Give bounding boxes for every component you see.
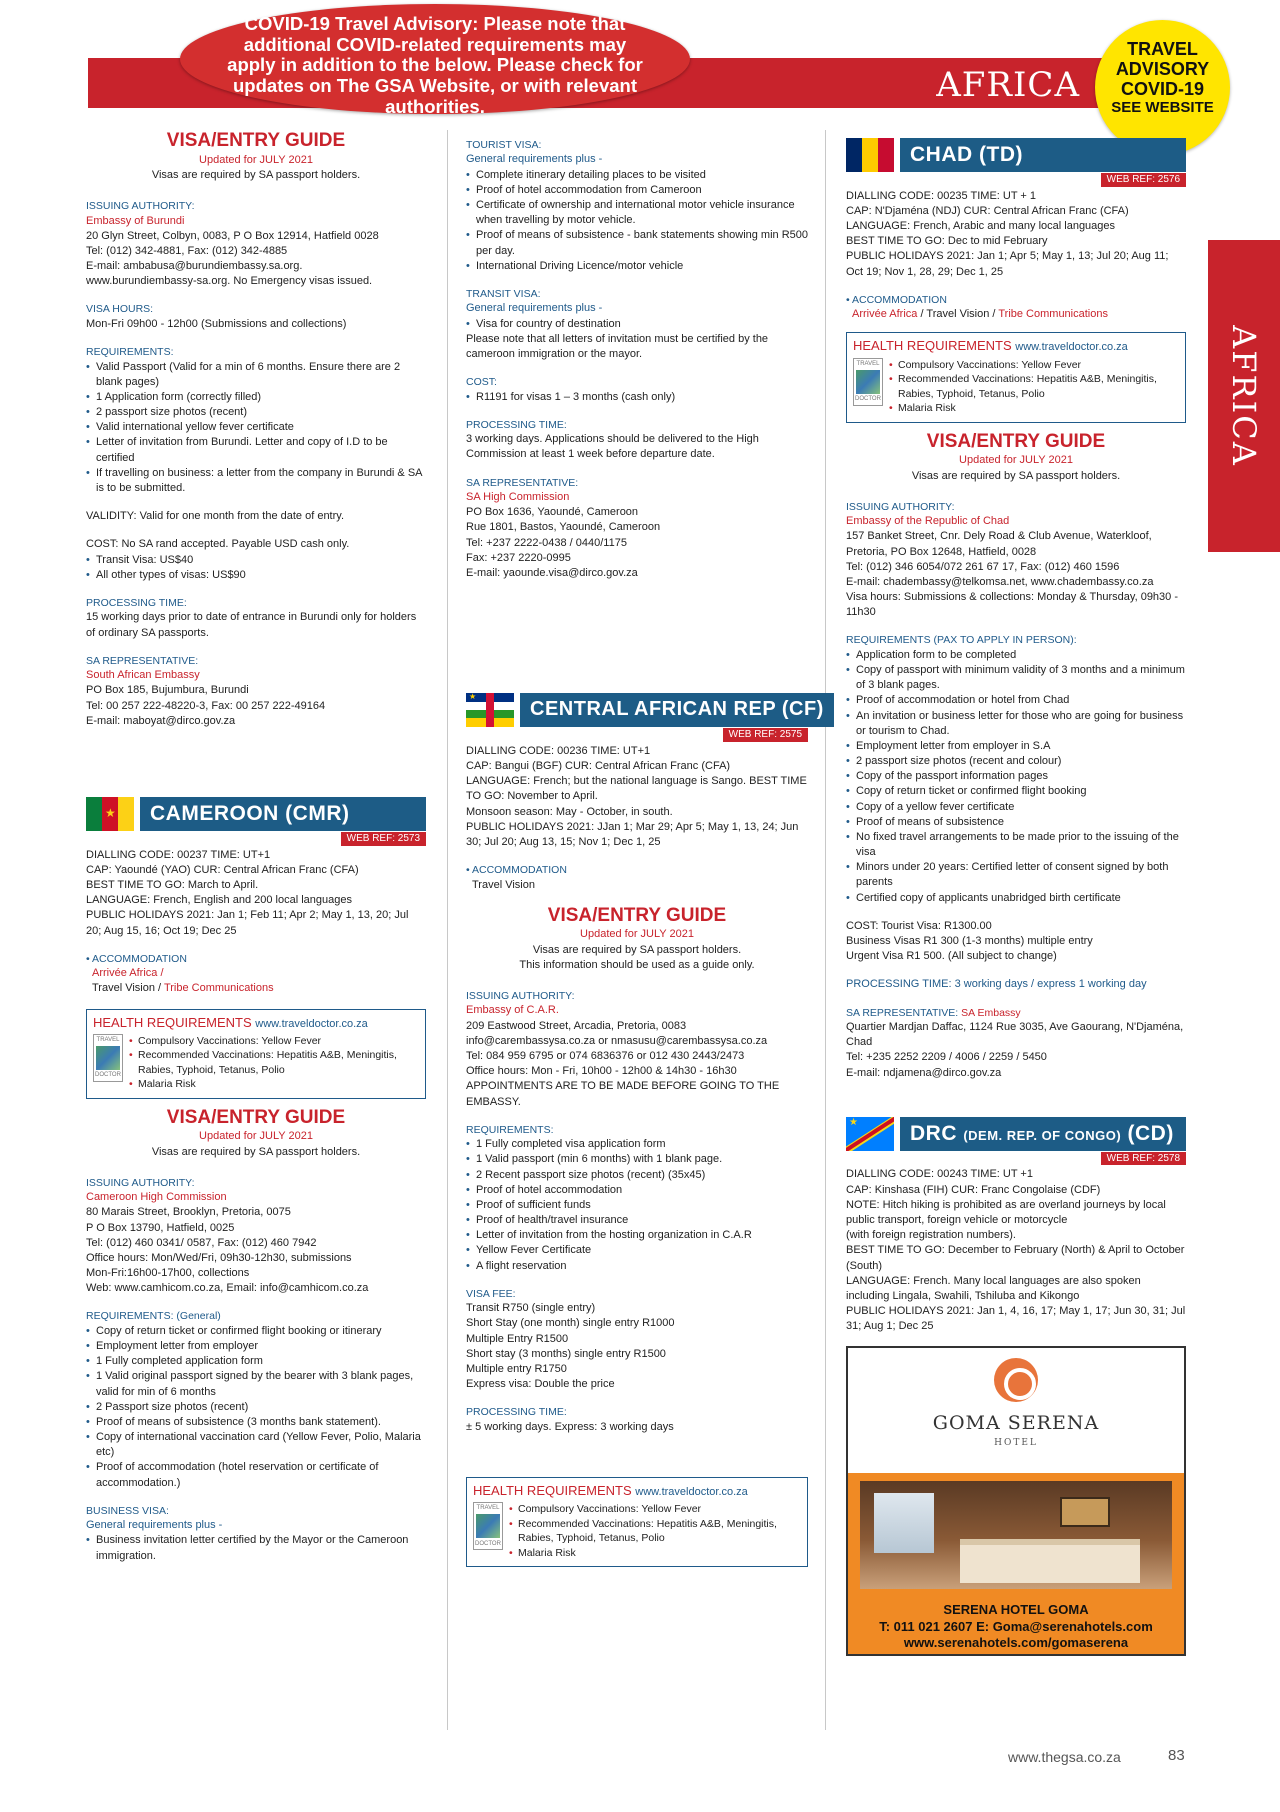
list-item: • Letter of invitation from the hosting organization in C.A.R xyxy=(466,1228,808,1243)
section-heading: REQUIREMENTS: xyxy=(86,346,174,359)
burundi-visa-guide xyxy=(86,130,426,729)
list-item: • Copy of return ticket or confirmed flight booking xyxy=(846,784,1186,799)
accommodation-line xyxy=(846,307,1186,322)
text-line: PO Box 1636, Yaoundé, Cameroon xyxy=(466,506,639,519)
text-line: E-mail: maboyat@dirco.gov.za xyxy=(86,714,236,727)
health-list xyxy=(129,1034,419,1092)
list-item: • Recommended Vaccinations: Hepatitis A&B, Meningitis, Rabies, Typhoid, Tetanus, Polio xyxy=(129,1048,419,1077)
list-item: • R1191 for visas 1 – 3 months (cash only) xyxy=(466,390,808,405)
list-item: • Yellow Fever Certificate xyxy=(466,1243,808,1258)
country-banner xyxy=(846,138,1186,172)
section-heading: ISSUING AUTHORITY: xyxy=(466,990,575,1002)
section-heading: ISSUING AUTHORITY: xyxy=(86,1176,195,1189)
text-line: Business Visas R1 300 (1-3 months) multiple entry xyxy=(846,935,1093,947)
text-line: 209 Eastwood Street, Arcadia, Pretoria, 0083 xyxy=(466,1019,687,1032)
sub-heading: General requirements plus - xyxy=(466,153,603,166)
list-item: • Letter of invitation from Burundi. Letter and copy of I.D to be certified xyxy=(86,435,426,465)
section-heading: BUSINESS VISA: xyxy=(86,1504,169,1517)
accommodation-label: ACCOMMODATION xyxy=(92,952,187,965)
badge-line-3: COVID-19 xyxy=(1120,78,1205,99)
text-line: Tel: (012) 460 0341/ 0587, Fax: (012) 460 7942 xyxy=(86,1236,317,1249)
web-ref-badge: WEB REF: 2578 xyxy=(1101,1152,1186,1166)
hotel-branding xyxy=(848,1348,1184,1473)
health-body xyxy=(853,358,1179,416)
list-item: • Employment letter from employer in S.A xyxy=(846,739,1186,754)
section-heading: PROCESSING TIME: xyxy=(86,596,187,609)
car-visa-guide xyxy=(466,905,808,1567)
badge-line-2: ADVISORY xyxy=(1115,58,1210,79)
list-item: • Proof of sufficient funds xyxy=(466,1198,808,1213)
list-item: • Copy of return ticket or confirmed flight booking or itinerary xyxy=(86,1324,426,1339)
serena-logo-icon xyxy=(994,1358,1038,1402)
list-item: • Proof of means of subsistence - bank statements showing min R500 per day. xyxy=(466,228,808,258)
list-item: • If travelling on business: a letter from the company in Burundi & SA is to be submitted. xyxy=(86,466,426,496)
hotel-subtitle: HOTEL xyxy=(994,1437,1038,1448)
badge-line-1: TRAVEL xyxy=(1127,39,1198,59)
transit-list xyxy=(466,317,808,332)
sub-heading: General requirements plus - xyxy=(466,302,603,315)
country-info xyxy=(846,189,1186,280)
section-heading: ISSUING AUTHORITY: xyxy=(86,200,195,213)
list-item: • 1 Fully completed visa application form xyxy=(466,1137,808,1152)
goma-serena-advert[interactable] xyxy=(846,1346,1186,1656)
text-line: Web: www.camhicom.co.za, Email: info@camhicom.co.za xyxy=(86,1282,369,1295)
section-heading: COST: xyxy=(466,376,497,389)
section-heading: TOURIST VISA: xyxy=(466,139,542,151)
section-heading: TRANSIT VISA: xyxy=(466,287,541,300)
list-item: • Proof of accommodation or hotel from Chad xyxy=(846,693,1186,708)
requirements-list xyxy=(86,360,426,497)
list-item: • All other types of visas: US$90 xyxy=(86,568,426,583)
text-line: Tel: 00 257 222-48220-3, Fax: 00 257 222-49164 xyxy=(86,699,326,712)
cost-line: COST: No SA rand accepted. Payable USD cash only. xyxy=(86,538,350,551)
issuing-name: Cameroon High Commission xyxy=(86,1191,227,1204)
hotel-name: GOMA SERENA xyxy=(932,1412,1100,1435)
text-line: www.burundiembassy-sa.org. No Emergency visas issued. xyxy=(86,275,373,288)
wall-art-shape xyxy=(1060,1497,1110,1527)
text-line: (with foreign registration numbers). xyxy=(846,1229,1016,1242)
health-body xyxy=(473,1502,801,1560)
health-title: HEALTH REQUIREMENTS xyxy=(473,1482,632,1498)
text-line: CAP: Kinshasa (FIH) CUR: Franc Congolaise (CDF) xyxy=(846,1183,1101,1196)
section-heading: PROCESSING TIME: xyxy=(466,418,567,431)
guide-note: Visas are required by SA passport holders. xyxy=(532,943,742,956)
health-requirements-box xyxy=(846,332,1186,422)
list-item: • Recommended Vaccinations: Hepatitis A&B, Meningitis, Rabies, Typhoid, Tetanus, Polio xyxy=(509,1517,801,1546)
health-url[interactable]: www.traveldoctor.co.za xyxy=(635,1485,748,1498)
chad-section xyxy=(846,138,1186,1081)
hotel-website[interactable]: www.serenahotels.com/gomaserena xyxy=(903,1635,1129,1651)
text-line: E-mail: yaounde.visa@dirco.gov.za xyxy=(466,566,638,579)
text-line: Short Stay (one month) single entry R1000 xyxy=(466,1317,675,1330)
list-item: • 2 passport size photos (recent and colour) xyxy=(846,754,1186,769)
column-divider xyxy=(825,130,826,1730)
text-line: Tel: 084 959 6795 or 074 6836376 or 012 430 2443/2473 xyxy=(466,1050,745,1062)
text-line: BEST TIME TO GO: Dec to mid February xyxy=(846,235,1048,248)
guide-updated: Updated for JULY 2021 xyxy=(580,928,694,941)
list-item: • Copy of a yellow fever certificate xyxy=(846,800,1186,815)
text-line: CAP: Bangui (BGF) CUR: Central African Franc (CFA) xyxy=(466,760,731,772)
list-item: • No fixed travel arrangements to be made prior to the issuing of the visa xyxy=(846,830,1186,860)
text-line: 80 Marais Street, Brooklyn, Pretoria, 0075 xyxy=(86,1206,291,1219)
accommodation-link[interactable]: Arrivée Africa xyxy=(852,308,918,321)
section-heading: SA REPRESENTATIVE: xyxy=(466,476,579,489)
text-line: Multiple entry R1750 xyxy=(466,1362,567,1375)
covid-notice-text: COVID-19 Travel Advisory: Please note that additional COVID-related requirements may apply in addition to the below. Please check for updates on The GSA Website, or with relevant authorities. xyxy=(227,13,643,117)
text-line: Express visa: Double the price xyxy=(466,1378,615,1391)
text-line: PUBLIC HOLIDAYS 2021: Jan 1; Feb 11; Apr 2; May 1, 13, 20; Jul 20; Aug 15, 16; Oct 19; Dec 25 xyxy=(86,909,409,937)
column-1 xyxy=(86,130,426,1564)
list-item: • Compulsory Vaccinations: Yellow Fever xyxy=(509,1502,801,1516)
text-line: DIALLING CODE: 00243 TIME: UT +1 xyxy=(846,1168,1033,1181)
list-item: • 1 Fully completed application form xyxy=(86,1354,426,1369)
text-line: Mon-Fri:16h00-17h00, collections xyxy=(86,1267,250,1280)
text-line: LANGUAGE: French; but the national language is Sango. BEST TIME TO GO: November to April. xyxy=(466,775,807,803)
list-item: • 1 Application form (correctly filled) xyxy=(86,390,426,405)
guide-title: VISA/ENTRY GUIDE xyxy=(166,1106,346,1128)
column-2 xyxy=(466,130,824,1567)
health-requirements-box xyxy=(466,1477,808,1567)
car-flag-icon: ★ xyxy=(466,693,514,727)
guide-title: VISA/ENTRY GUIDE xyxy=(547,904,727,926)
chad-flag-icon xyxy=(846,138,894,172)
text-line: PUBLIC HOLIDAYS 2021: Jan 1; Apr 5; May 1, 13; Jul 20; Aug 11; Oct 19; Nov 1, 28, 29; Dec 1, 25 xyxy=(846,250,1169,278)
country-banner xyxy=(846,1117,1186,1151)
hotel-contact-line: SERENA HOTEL GOMA xyxy=(943,1601,1089,1617)
text-line: Office hours: Mon/Wed/Fri, 09h30-12h30, submissions xyxy=(86,1251,352,1264)
list-item: • Malaria Risk xyxy=(889,401,1179,415)
accommodation-label: ACCOMMODATION xyxy=(852,293,947,306)
list-item: • Proof of means of subsistence (3 months bank statement). xyxy=(86,1415,426,1430)
guide-note: This information should be used as a guide only. xyxy=(519,958,755,971)
text-line: LANGUAGE: French, Arabic and many local languages xyxy=(846,220,1116,233)
requirements-list xyxy=(846,648,1186,906)
cost-list xyxy=(86,553,426,583)
guide-title: VISA/ENTRY GUIDE xyxy=(166,130,346,151)
car-section xyxy=(466,693,824,1567)
text-line: Tel: +237 2222-0438 / 0440/1175 xyxy=(466,536,627,549)
list-item: • An invitation or business letter for those who are going for business or tourism to Chad. xyxy=(846,709,1186,739)
guide-note: Visas are required by SA passport holders. xyxy=(151,168,361,181)
rep-name: SA High Commission xyxy=(466,491,570,503)
text-line: Rue 1801, Bastos, Yaoundé, Cameroon xyxy=(466,521,661,534)
text-line: Urgent Visa R1 500. (All subject to change) xyxy=(846,950,1057,963)
list-item: • 2 passport size photos (recent) xyxy=(86,405,426,420)
text-line: BEST TIME TO GO: March to April. xyxy=(86,879,259,891)
health-body xyxy=(93,1034,419,1092)
text-line: Transit R750 (single entry) xyxy=(466,1302,596,1315)
chad-visa-guide xyxy=(846,431,1186,1081)
text-line: CAP: N'Djaména (NDJ) CUR: Central African Franc (CFA) xyxy=(846,204,1129,217)
side-tab xyxy=(1208,240,1280,552)
text-line: ± 5 working days. Express: 3 working days xyxy=(466,1420,674,1433)
list-item: • Malaria Risk xyxy=(509,1546,801,1560)
country-name: CHAD (TD) xyxy=(900,138,1186,172)
health-heading xyxy=(93,1014,419,1032)
text-line: APPOINTMENTS ARE TO BE MADE BEFORE GOING TO THE EMBASSY. xyxy=(466,1080,780,1108)
health-title: HEALTH REQUIREMENTS xyxy=(853,338,1012,354)
cameroon-flag-icon: ★ xyxy=(86,797,134,831)
text-line: NOTE: Hitch hiking is prohibited as are overland journeys by local public transport, foreign vehicle or motorcycle xyxy=(846,1198,1166,1226)
accommodation-heading: • ACCOMMODATION xyxy=(86,952,187,965)
list-item: • Recommended Vaccinations: Hepatitis A&B, Meningitis, Rabies, Typhoid, Tetanus, Polio xyxy=(889,372,1179,401)
text-line: E-mail: chadembassy@telkomsa.net, www.chadembassy.co.za xyxy=(846,575,1154,588)
rep-heading: SA REPRESENTATIVE: xyxy=(846,1006,959,1019)
cameroon-visa-continued xyxy=(466,138,808,581)
rep-name: South African Embassy xyxy=(86,669,200,682)
guide-updated: Updated for JULY 2021 xyxy=(959,454,1073,467)
list-item: • International Driving Licence/motor vehicle xyxy=(466,259,808,274)
text-line: 3 working days. Applications should be delivered to the High Commission at least 1 week before departure date. xyxy=(466,433,759,461)
travel-doctor-logo-icon: TRAVEL DOCTOR xyxy=(473,1502,503,1550)
accommodation-link[interactable]: Tribe Communications xyxy=(163,982,274,995)
country-info xyxy=(86,848,426,939)
list-item: • 1 Valid passport (min 6 months) with 1 blank page. xyxy=(466,1152,808,1167)
section-heading: REQUIREMENTS: (General) xyxy=(86,1310,221,1323)
accommodation-link[interactable]: Tribe Communications xyxy=(998,308,1108,321)
section-heading: REQUIREMENTS: xyxy=(466,1123,554,1136)
issuing-name: Embassy of the Republic of Chad xyxy=(846,515,1010,528)
list-item: • Application form to be completed xyxy=(846,648,1186,663)
accommodation-heading: • ACCOMMODATION xyxy=(466,864,567,877)
covid-advisory-oval xyxy=(180,4,690,117)
guide-updated: Updated for JULY 2021 xyxy=(199,153,313,166)
rep-name: SA Embassy xyxy=(961,1006,1021,1019)
hotel-room-photo xyxy=(860,1481,1172,1589)
issuing-name: Embassy of Burundi xyxy=(86,214,185,227)
list-item: • 1 Valid original passport signed by the bearer with 3 blank pages, valid for min of 6 months xyxy=(86,1369,426,1399)
list-item: • Certified copy of applicants unabridged birth certificate xyxy=(846,891,1186,906)
text-line: P O Box 13790, Hatfield, 0025 xyxy=(86,1221,235,1234)
guide-note: Visas are required by SA passport holders. xyxy=(911,469,1121,482)
text-line: Fax: +237 2220-0995 xyxy=(466,551,571,564)
section-heading: PROCESSING TIME: xyxy=(466,1406,567,1419)
hotel-photo-panel xyxy=(848,1473,1184,1656)
country-banner xyxy=(466,693,824,727)
text-line: info@carembassysa.co.za or nmasusu@carembassysa.co.za xyxy=(466,1034,768,1047)
section-heading: SA REPRESENTATIVE: xyxy=(86,654,199,667)
text-line: CAP: Yaoundé (YAO) CUR: Central African Franc (CFA) xyxy=(86,863,359,876)
list-item: • Compulsory Vaccinations: Yellow Fever xyxy=(129,1034,419,1048)
text-line: DIALLING CODE: 00235 TIME: UT + 1 xyxy=(846,189,1037,202)
business-list xyxy=(86,1533,426,1563)
text-line: DIALLING CODE: 00237 TIME: UT+1 xyxy=(86,848,271,861)
text-line: LANGUAGE: French, English and 200 local languages xyxy=(86,894,352,907)
text-line: Tel: +235 2252 2209 / 4006 / 2259 / 5450 xyxy=(846,1051,1047,1064)
text-line: E-mail: ndjamena@dirco.gov.za xyxy=(846,1066,1002,1079)
travel-doctor-logo-icon: TRAVEL DOCTOR xyxy=(93,1034,123,1082)
tourist-list xyxy=(466,168,808,274)
section-heading: VISA HOURS: xyxy=(86,303,154,316)
page-number: 83 xyxy=(1168,1747,1185,1764)
text-line: Visa hours: Submissions & collections: Monday & Thursday, 09h30 - 11h30 xyxy=(846,591,1179,619)
text-line: PUBLIC HOLIDAYS 2021: Jan 1, 4, 16, 17; May 1, 17; Jun 30, 31; Jul 31; Aug 1; Dec 25 xyxy=(846,1305,1186,1333)
section-heading: VISA FEE: xyxy=(466,1287,516,1300)
accommodation-label: ACCOMMODATION xyxy=(472,864,567,877)
list-item: • Minors under 20 years: Certified letter of consent signed by both parents xyxy=(846,860,1186,890)
list-item: • Copy of passport with minimum validity of 3 months and a minimum of 3 blank pages. xyxy=(846,663,1186,693)
requirements-list xyxy=(86,1324,426,1491)
requirements-list xyxy=(466,1137,808,1274)
country-name: CENTRAL AFRICAN REP (CF) xyxy=(520,693,834,727)
text-line: PO Box 185, Bujumbura, Burundi xyxy=(86,684,249,697)
list-item: • Valid international yellow fever certificate xyxy=(86,420,426,435)
health-url[interactable]: www.traveldoctor.co.za xyxy=(255,1017,368,1030)
guide-note: Visas are required by SA passport holders. xyxy=(151,1145,361,1158)
list-item: • Complete itinerary detailing places to be visited xyxy=(466,168,808,183)
list-item: • Business invitation letter certified by the Mayor or the Cameroon immigration. xyxy=(86,1533,426,1563)
sub-heading: General requirements plus - xyxy=(86,1519,223,1532)
list-item: • Proof of hotel accommodation xyxy=(466,1183,808,1198)
list-item: • 2 Passport size photos (recent) xyxy=(86,1400,426,1415)
country-name: CAMEROON (CMR) xyxy=(140,797,426,831)
text-line: LANGUAGE: French. Many local languages are also spoken including Lingala, Swahili, Tshiluba and Kikongo xyxy=(846,1274,1141,1302)
guide-title: VISA/ENTRY GUIDE xyxy=(926,430,1106,452)
text-line: Multiple Entry R1500 xyxy=(466,1332,569,1345)
health-title: HEALTH REQUIREMENTS xyxy=(93,1014,252,1030)
country-info xyxy=(846,1167,1186,1334)
country-banner xyxy=(86,797,426,831)
list-item: • Visa for country of destination xyxy=(466,317,808,332)
text-line: PUBLIC HOLIDAYS 2021: JJan 1; Mar 29; Apr 5; May 1, 13, 24; Jun 30; Jul 20; Aug 13, 15; Nov 1; Dec 1, 25 xyxy=(466,820,799,848)
country-name-detail: (DEM. REP. OF CONGO) xyxy=(963,1127,1122,1143)
list-item: • Copy of international vaccination card (Yellow Fever, Polio, Malaria etc) xyxy=(86,1430,426,1460)
text-line: Tel: (012) 342-4881, Fax: (012) 342-4885 xyxy=(86,244,288,257)
issuing-name: Embassy of C.A.R. xyxy=(466,1004,559,1017)
list-item: • Compulsory Vaccinations: Yellow Fever xyxy=(889,358,1179,372)
drc-flag-icon: ★ xyxy=(846,1117,894,1151)
country-info xyxy=(466,744,808,850)
guide-updated: Updated for JULY 2021 xyxy=(199,1130,313,1143)
country-name xyxy=(900,1117,1186,1151)
country-name-main: DRC xyxy=(910,1121,957,1145)
region-title: AFRICA xyxy=(936,65,1080,105)
cameroon-visa-guide xyxy=(86,1107,426,1564)
list-item: • Proof of accommodation (hotel reservation or certificate of accommodation.) xyxy=(86,1460,426,1490)
accommodation-line xyxy=(86,981,426,996)
health-list xyxy=(889,358,1179,416)
cost-list xyxy=(466,390,808,405)
health-heading xyxy=(473,1482,801,1500)
text-line: Quartier Mardjan Daffac, 1124 Rue 3035, Ave Gaourang, N'Djaména, Chad xyxy=(846,1021,1184,1049)
list-item: • 2 Recent passport size photos (recent) (35x45) xyxy=(466,1168,808,1183)
section-heading: REQUIREMENTS (PAX TO APPLY IN PERSON): xyxy=(846,634,1077,647)
list-item: • A flight reservation xyxy=(466,1259,808,1274)
accommodation-link[interactable]: Arrivée Africa / xyxy=(92,967,164,980)
health-list xyxy=(509,1502,801,1560)
accommodation-link[interactable]: Travel Vision / xyxy=(92,982,164,995)
column-divider xyxy=(447,130,448,1730)
cameroon-section xyxy=(86,797,426,1564)
accommodation-link[interactable]: Travel Vision xyxy=(472,878,535,891)
web-ref-badge: WEB REF: 2575 xyxy=(723,728,808,742)
list-item: • Proof of hotel accommodation from Cameroon xyxy=(466,183,808,198)
health-heading xyxy=(853,337,1179,355)
text-line: Mon-Fri 09h00 - 12h00 (Submissions and collections) xyxy=(86,317,347,330)
text-line: Short stay (3 months) single entry R1500 xyxy=(466,1347,666,1360)
accommodation-heading: • ACCOMMODATION xyxy=(846,293,947,306)
side-tab-label: AFRICA xyxy=(1225,325,1264,467)
list-item: • Valid Passport (Valid for a min of 6 months. Ensure there are 2 blank pages) xyxy=(86,360,426,390)
list-item: • Transit Visa: US$40 xyxy=(86,553,426,568)
section-heading: ISSUING AUTHORITY: xyxy=(846,500,955,513)
web-ref-badge: WEB REF: 2573 xyxy=(341,832,426,846)
footer-url[interactable]: www.thegsa.co.za xyxy=(1008,1749,1121,1765)
country-code: (CD) xyxy=(1127,1121,1174,1145)
text-line: Tel: (012) 346 6054/072 261 67 17, Fax: (012) 460 1596 xyxy=(846,560,1120,573)
health-url[interactable]: www.traveldoctor.co.za xyxy=(1015,341,1128,354)
list-item: • Employment letter from employer xyxy=(86,1339,426,1354)
accommodation-link[interactable]: / Travel Vision / xyxy=(917,308,999,321)
section-heading xyxy=(846,1006,1186,1020)
list-item: • Certificate of ownership and international motor vehicle insurance when travelling by motor vehicle. xyxy=(466,198,808,228)
bed-shape xyxy=(960,1539,1140,1583)
validity-line: VALIDITY: Valid for one month from the date of entry. xyxy=(86,510,345,523)
window-shape xyxy=(874,1493,934,1553)
hotel-contact-line[interactable]: T: 011 021 2607 E: Goma@serenahotels.com xyxy=(879,1618,1153,1634)
cost-line: COST: Tourist Visa: R1300.00 xyxy=(846,919,992,932)
hotel-contact xyxy=(848,1602,1184,1653)
web-ref-badge: WEB REF: 2576 xyxy=(1101,173,1186,187)
badge-line-4: SEE WEBSITE xyxy=(1111,99,1214,117)
list-item: • Proof of means of subsistence xyxy=(846,815,1186,830)
list-item: • Proof of health/travel insurance xyxy=(466,1213,808,1228)
text-line: 20 Glyn Street, Colbyn, 0083, P O Box 12914, Hatfield 0028 xyxy=(86,229,379,242)
text-line: DIALLING CODE: 00236 TIME: UT+1 xyxy=(466,744,651,757)
text-line: Office hours: Mon - Fri, 10h00 - 12h00 & 14h30 - 16h30 xyxy=(466,1065,737,1078)
text-line: 157 Banket Street, Cnr. Dely Road & Club Avenue, Waterkloof, Pretoria, PO Box 12648, Hatfield, 0028 xyxy=(846,530,1152,558)
health-requirements-box xyxy=(86,1009,426,1099)
list-item: • Malaria Risk xyxy=(129,1077,419,1091)
processing-line: PROCESSING TIME: 3 working days / express 1 working day xyxy=(846,978,1147,991)
list-item: • Copy of the passport information pages xyxy=(846,769,1186,784)
text-line: Please note that all letters of invitation must be certified by the cameroon immigration or the mayor. xyxy=(466,332,769,360)
column-3 xyxy=(846,130,1186,1656)
text-line: 15 working days prior to date of entrance in Burundi only for holders of ordinary SA passports. xyxy=(86,611,417,639)
drc-section xyxy=(846,1117,1186,1657)
text-line: BEST TIME TO GO: December to February (North) & April to October (South) xyxy=(846,1244,1185,1272)
text-line: E-mail: ambabusa@burundiembassy.sa.org. xyxy=(86,260,303,273)
text-line: Monsoon season: May - October, in south. xyxy=(466,805,673,818)
travel-doctor-logo-icon: TRAVEL DOCTOR xyxy=(853,358,883,406)
